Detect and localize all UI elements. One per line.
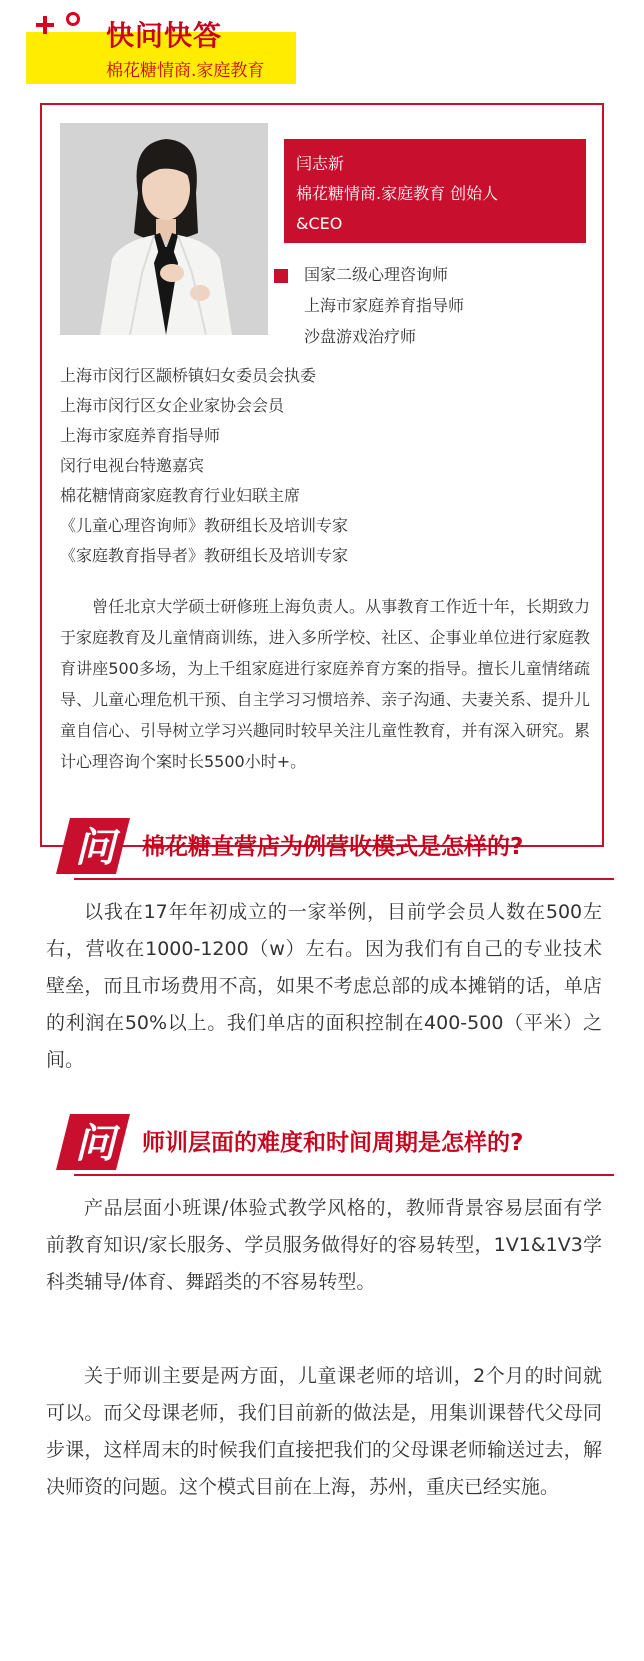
question-title: 师训层面的难度和时间周期是怎样的? (142, 1130, 524, 1156)
question-header-2 (56, 1114, 626, 1174)
question-underline (74, 1174, 614, 1176)
role-item: 上海市家庭养育指导师 (60, 426, 221, 445)
profile-position-suffix: &CEO (296, 214, 343, 233)
profile-bio: 曾任北京大学硕士研修班上海负责人。从事教育工作近十年，长期致力于家庭教育及儿童情商训练，进入多所学校、社区、企事业单位进行家庭教育讲座500多场，为上千组家庭进行家庭养育方案的指导。擅长儿童情绪疏导、儿童心理危机干预、自主学习习惯培养、亲子沟通、夫妻关系、提升儿童自信心、引导树立学习兴趣同时较早关注儿童性教育，并有深入研究。累计心理咨询个案时长5500小时+。 (60, 597, 590, 771)
question-badge (56, 818, 130, 874)
portrait-illustration (60, 123, 268, 335)
role-item: 棉花糖情商家庭教育行业妇联主席 (60, 486, 301, 505)
role-item: 《家庭教育指导者》教研组长及培训专家 (60, 546, 349, 565)
question-mark-char: 问 (75, 1120, 115, 1167)
qualification-item: 国家二级心理咨询师 (304, 265, 449, 284)
answer-paragraph: 以我在17年年初成立的一家举例，目前学会员人数在500左右，营收在1000-1200（w）左右。因为我们有自己的专业技术壁垒，而且市场费用不高，如果不考虑总部的成本摊销的话，单店的利润在50%以上。我们单店的面积控制在400-500（平米）之间。 (46, 901, 602, 1071)
qualification-item: 上海市家庭养育指导师 (304, 296, 465, 315)
question-title: 棉花糖直营店为例营收模式是怎样的? (142, 834, 524, 860)
header-subtitle: 棉花糖情商.家庭教育 (106, 61, 265, 81)
question-mark-char: 问 (75, 824, 115, 871)
role-item: 闵行电视台特邀嘉宾 (60, 456, 205, 475)
profile-photo (60, 123, 268, 335)
name-banner (284, 139, 586, 243)
qualifications (274, 259, 584, 352)
section-header (0, 0, 644, 92)
qualification-item: 沙盘游戏治疗师 (304, 327, 417, 346)
profile-name: 闫志新 (296, 154, 345, 173)
circle-icon (66, 12, 80, 26)
answer-paragraph: 关于师训主要是两方面，儿童课老师的培训，2个月的时间就可以。而父母课老师，我们目前新的做法是，用集训课替代父母同步课，这样周末的时候我们直接把我们的父母课老师输送过去，解决师资的问题。这个模式目前在上海，苏州，重庆已经实施。 (46, 1365, 602, 1498)
answer-paragraph: 产品层面小班课/体验式教学风格的，教师背景容易层面有学前教育知识/家长服务、学员服务做得好的容易转型，1V1&1V3学科类辅导/体育、舞蹈类的不容易转型。 (46, 1197, 602, 1293)
square-bullet-icon (274, 269, 288, 283)
question-header-1 (56, 818, 626, 878)
header-title: 快问快答 (106, 19, 223, 52)
question-badge (56, 1114, 130, 1170)
role-list (60, 361, 590, 571)
qualification-list (304, 259, 584, 352)
profile-card (40, 103, 604, 847)
role-item: 《儿童心理咨询师》教研组长及培训专家 (60, 516, 349, 535)
role-item: 上海市闵行区女企业家协会会员 (60, 396, 285, 415)
profile-position: 棉花糖情商.家庭教育 创始人 (296, 184, 499, 203)
question-underline (74, 878, 614, 880)
plus-icon (36, 16, 54, 34)
role-item: 上海市闵行区颛桥镇妇女委员会执委 (60, 366, 317, 385)
